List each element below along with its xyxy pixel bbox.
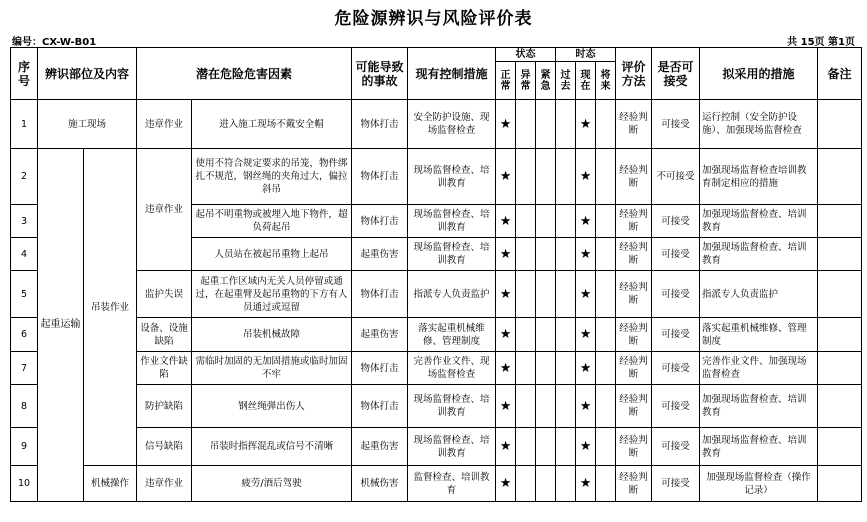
row-method: 经验判断	[616, 318, 652, 352]
row-seq: 9	[11, 428, 38, 466]
row-accept: 可接受	[652, 100, 700, 149]
star-icon: ★	[576, 318, 596, 352]
group-major: 起重运输	[38, 149, 84, 502]
row-control: 落实起重机械维修、管理制度	[408, 318, 496, 352]
header-emergency: 紧急	[536, 62, 556, 100]
row-hazard: 起重工作区域内无关人员停留或通过，在起重臂及起吊重物的下方有人员通过或逗留	[192, 271, 352, 318]
row-measure: 指派专人负责监护	[700, 271, 818, 318]
star-icon: ★	[496, 149, 516, 205]
row-seq: 6	[11, 318, 38, 352]
table-row	[11, 149, 862, 205]
row-control: 现场监督检查、培训教育	[408, 149, 496, 205]
header-remark: 备注	[818, 48, 862, 100]
row-location: 施工现场	[38, 100, 137, 149]
star-icon: ★	[576, 466, 596, 502]
header-abnormal: 异常	[516, 62, 536, 100]
row-control: 现场监督检查、培训教育	[408, 428, 496, 466]
row-accident: 机械伤害	[352, 466, 408, 502]
table-row	[11, 318, 862, 352]
row-measure: 加强现场监督检查培训教育制定相应的措施	[700, 149, 818, 205]
row-hazard: 起吊不明重物或被埋入地下物件，超负荷起吊	[192, 205, 352, 238]
row-method: 经验判断	[616, 428, 652, 466]
row-sub: 机械操作	[84, 466, 137, 502]
row-measure: 加强现场监督检查（操作记录）	[700, 466, 818, 502]
star-icon: ★	[576, 149, 596, 205]
row-accept: 不可接受	[652, 149, 700, 205]
page-title: 危险源辨识与风险评价表	[334, 9, 533, 29]
header-acceptable: 是否可接受	[652, 48, 700, 100]
row-hazard: 钢丝绳弹出伤人	[192, 385, 352, 428]
table-row	[11, 466, 862, 502]
header-measures: 拟采用的措施	[700, 48, 818, 100]
row-remark	[818, 466, 862, 502]
row-accident: 物体打击	[352, 205, 408, 238]
row-type: 违章作业	[137, 149, 192, 271]
header-accident: 可能导致的事故	[352, 48, 408, 100]
row-hazard: 吊装时指挥混乱或信号不清晰	[192, 428, 352, 466]
row-control: 完善作业文件、现场监督检查	[408, 352, 496, 385]
row-measure: 完善作业文件、加强现场监督检查	[700, 352, 818, 385]
row-type: 作业文件缺陷	[137, 352, 192, 385]
row-type: 违章作业	[137, 466, 192, 502]
row-accident: 物体打击	[352, 385, 408, 428]
star-icon: ★	[496, 271, 516, 318]
row-measure: 加强现场监督检查、培训教育	[700, 385, 818, 428]
row-accident: 起重伤害	[352, 318, 408, 352]
star-icon: ★	[496, 466, 516, 502]
row-type: 防护缺陷	[137, 385, 192, 428]
star-icon: ★	[576, 271, 596, 318]
row-accept: 可接受	[652, 385, 700, 428]
row-type: 违章作业	[137, 100, 192, 149]
row-hazard: 疲劳/酒后驾驶	[192, 466, 352, 502]
star-icon: ★	[496, 428, 516, 466]
row-accept: 可接受	[652, 466, 700, 502]
row-hazard: 使用不符合规定要求的吊笼，物件绑扎不规范，钢丝绳的夹角过大，偏拉斜吊	[192, 149, 352, 205]
header-future: 将来	[596, 62, 616, 100]
header-location: 辨识部位及内容	[38, 48, 137, 100]
row-accept: 可接受	[652, 205, 700, 238]
header-state: 状态	[496, 48, 556, 62]
star-icon: ★	[576, 428, 596, 466]
row-control: 指派专人负责监护	[408, 271, 496, 318]
table-row	[11, 100, 862, 149]
star-icon: ★	[496, 385, 516, 428]
row-control: 现场监督检查、培训教育	[408, 205, 496, 238]
table-row	[11, 385, 862, 428]
row-measure: 落实起重机械维修、管理制度	[700, 318, 818, 352]
table-row	[11, 271, 862, 318]
row-method: 经验判断	[616, 385, 652, 428]
row-remark	[818, 428, 862, 466]
row-accident: 物体打击	[352, 100, 408, 149]
row-seq: 8	[11, 385, 38, 428]
row-seq: 2	[11, 149, 38, 205]
risk-table	[10, 47, 862, 502]
group-sub: 吊装作业	[84, 149, 137, 466]
row-hazard: 吊装机械故障	[192, 318, 352, 352]
table-row	[11, 428, 862, 466]
row-type: 监护失误	[137, 271, 192, 318]
header-tense: 时态	[556, 48, 616, 62]
row-seq: 4	[11, 238, 38, 271]
row-remark	[818, 149, 862, 205]
row-type: 设备、设施缺陷	[137, 318, 192, 352]
row-remark	[818, 205, 862, 238]
row-remark	[818, 352, 862, 385]
header-past: 过去	[556, 62, 576, 100]
row-remark	[818, 271, 862, 318]
header-seq: 序号	[11, 48, 38, 100]
row-accept: 可接受	[652, 271, 700, 318]
row-type: 信号缺陷	[137, 428, 192, 466]
row-control: 安全防护设施、现场监督检查	[408, 100, 496, 149]
row-seq: 10	[11, 466, 38, 502]
star-icon: ★	[496, 238, 516, 271]
row-accident: 起重伤害	[352, 238, 408, 271]
row-remark	[818, 100, 862, 149]
row-seq: 5	[11, 271, 38, 318]
row-method: 经验判断	[616, 238, 652, 271]
row-hazard: 进入施工现场不戴安全帽	[192, 100, 352, 149]
star-icon: ★	[496, 205, 516, 238]
row-accident: 物体打击	[352, 352, 408, 385]
row-hazard: 需临时加固的无加固措施或临时加固不牢	[192, 352, 352, 385]
doc-number: 编号：CX-W-B01	[12, 37, 97, 48]
star-icon: ★	[576, 238, 596, 271]
row-accept: 可接受	[652, 318, 700, 352]
row-remark	[818, 318, 862, 352]
row-method: 经验判断	[616, 466, 652, 502]
star-icon: ★	[496, 100, 516, 149]
row-method: 经验判断	[616, 271, 652, 318]
row-measure: 加强现场监督检查、培训教育	[700, 238, 818, 271]
header-hazard: 潜在危险危害因素	[137, 48, 352, 100]
star-icon: ★	[576, 100, 596, 149]
star-icon: ★	[496, 352, 516, 385]
header-method: 评价方法	[616, 48, 652, 100]
row-remark	[818, 238, 862, 271]
row-measure: 运行控制（安全防护设施）、加强现场监督检查	[700, 100, 818, 149]
header-present: 现在	[576, 62, 596, 100]
row-measure: 加强现场监督检查、培训教育	[700, 205, 818, 238]
row-measure: 加强现场监督检查、培训教育	[700, 428, 818, 466]
star-icon: ★	[576, 352, 596, 385]
row-method: 经验判断	[616, 100, 652, 149]
row-accident: 物体打击	[352, 149, 408, 205]
row-method: 经验判断	[616, 205, 652, 238]
star-icon: ★	[576, 205, 596, 238]
page-info: 共 15页 第1页	[787, 37, 855, 48]
star-icon: ★	[496, 318, 516, 352]
table-row	[11, 352, 862, 385]
row-seq: 1	[11, 100, 38, 149]
row-accident: 物体打击	[352, 271, 408, 318]
row-method: 经验判断	[616, 149, 652, 205]
row-control: 现场监督检查、培训教育	[408, 385, 496, 428]
header-normal: 正常	[496, 62, 516, 100]
row-seq: 7	[11, 352, 38, 385]
row-method: 经验判断	[616, 352, 652, 385]
row-accident: 起重伤害	[352, 428, 408, 466]
row-control: 现场监督检查、培训教育	[408, 238, 496, 271]
row-remark	[818, 385, 862, 428]
star-icon: ★	[576, 385, 596, 428]
row-accept: 可接受	[652, 428, 700, 466]
row-seq: 3	[11, 205, 38, 238]
row-accept: 可接受	[652, 238, 700, 271]
row-accept: 可接受	[652, 352, 700, 385]
row-hazard: 人员站在被起吊重物上起吊	[192, 238, 352, 271]
header-control: 现有控制措施	[408, 48, 496, 100]
row-control: 监督检查、培训教育	[408, 466, 496, 502]
